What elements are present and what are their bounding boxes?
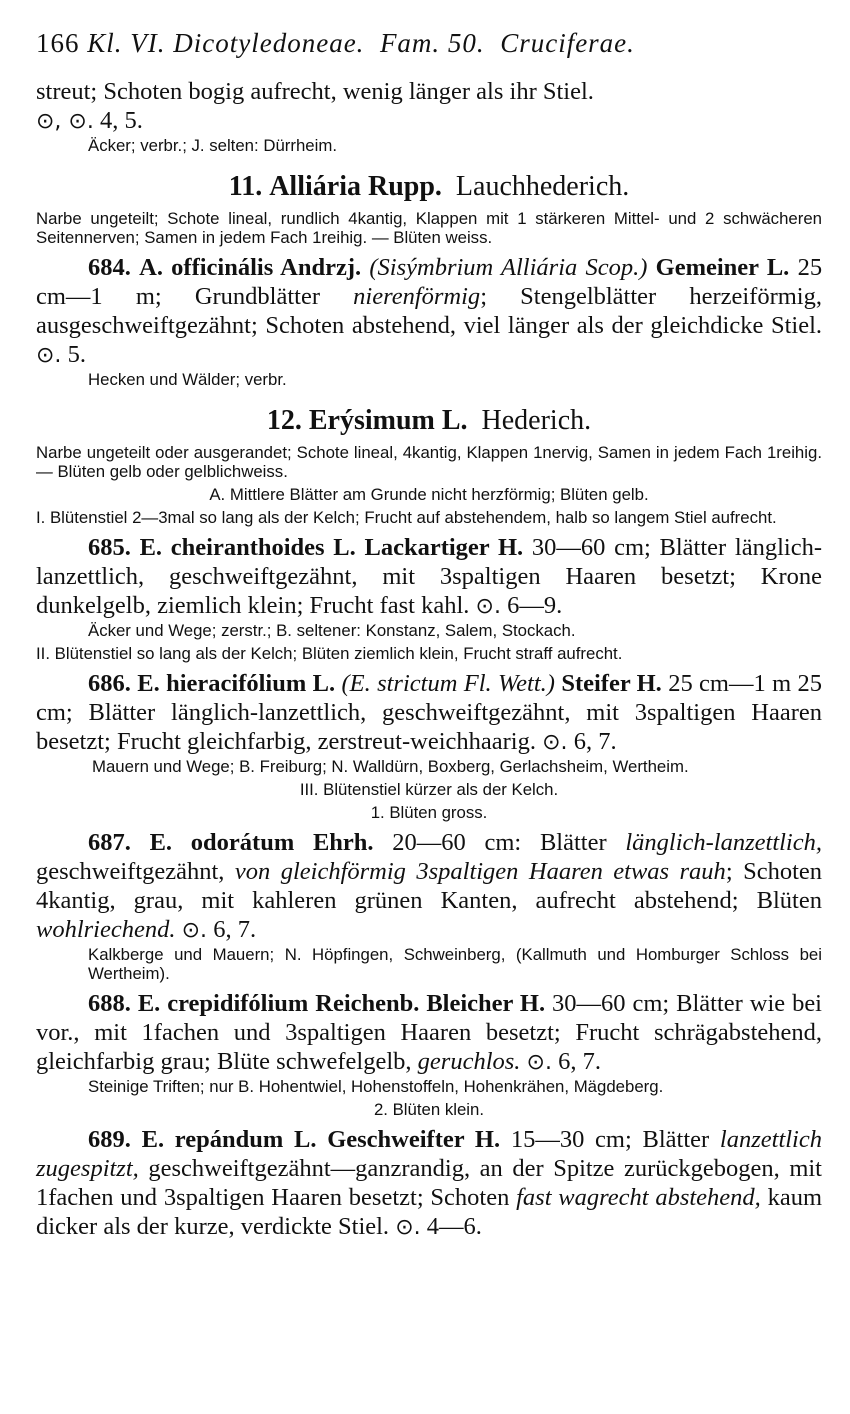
species-number: 687. [88,829,131,856]
genus-name: Erýsimum L. [308,405,468,436]
biennial-symbol: ⊙. [542,730,568,755]
species-text-italic: geruchlos. [417,1048,521,1075]
genus-description: Narbe ungeteilt; Schote lineal, rundlich 4kantig, Klappen mit 1 stärkeren Mittel- und 2 schwächeren Seitennerven; Samen in jedem Fach 1reihig. — Blüten weiss. [36,209,822,247]
species-name: E. crepidifólium Reichenb. [137,990,420,1017]
genus-description: Narbe ungeteilt oder ausgerandet; Schote lineal, 4kantig, Klappen 1nervig, Samen in jedem Fach 1reihig. — Blüten gelb oder gelblichweiss. [36,443,822,481]
species-entry [36,989,822,1077]
key-step: II. Blütenstiel so lang als der Kelch; Blüten ziemlich klein, Frucht straff aufrecht. [36,644,623,663]
species-text-cont: ; Schoten 4kantig, grau, mit kahleren grünen Kanten, aufrecht abstehend; Blüten [36,858,822,914]
genus-number: 11. [228,171,263,202]
species-text: 20—60 cm: Blätter [392,829,607,856]
annual-symbol: ⊙. [475,594,501,619]
header-klasse: Kl. VI. [87,28,166,58]
species-common-name: Steifer H. [561,670,662,697]
key-step: III. Blütenstiel kürzer als der Kelch. [299,780,559,799]
genus-number: 12. [266,405,302,436]
species-text: 30—60 cm; Blätter wie bei vor., mit 1fachen und 3spaltigen Haaren besetzt; Frucht schrägabstehend, gleichfarbig grau; Blüte schwefelgelb, [36,990,822,1075]
species-text-italic: länglich-lanzettlich, [625,829,822,856]
species-text-cont: ; Stengelblätter herzeiförmig, ausgeschweiftgezähnt; Schoten abstehend, viel länger als der gleichdicke Stiel. [36,283,822,339]
intro-body: streut; Schoten bogig aufrecht, wenig länger als ihr Stiel. [36,78,594,105]
species-text: 25 cm—1 m 25 cm; Blätter länglich-lanzettlich, geschweiftgezähnt, mit 3spaltigen Haaren besetzt; Frucht gleichfarbig, zerstreut-weichhaarig. [36,670,823,755]
genus-heading [36,405,822,437]
species-months: 6, 7. [213,916,257,943]
species-common-name: Lackartiger H. [364,534,524,561]
species-common-name: Bleicher H. [426,990,546,1017]
species-text-cont: geschweiftgezähnt—ganzrandig, an der Spitze zurückgebogen, mit 1fachen und 3spaltigen Haaren besetzt; Schoten [36,1155,822,1211]
species-text-italic: lanzettlich zugespitzt, [36,1126,822,1182]
species-synonym: (E. strictum Fl. Wett.) [341,670,555,697]
genus-common-name: Lauchhederich. [455,171,630,202]
biennial-symbol: ⊙. [36,343,62,368]
biennial-symbol: ⊙. [526,1050,552,1075]
species-entry [36,669,822,757]
species-name: E. hieracifólium L. [137,670,336,697]
species-locality: Äcker und Wege; zerstr.; B. seltener: Konstanz, Salem, Stockach. [88,621,576,640]
biennial-symbol: ⊙. [181,918,208,943]
species-number: 686. [88,670,131,697]
genus-heading [36,171,822,203]
species-text: 15—30 cm; Blätter [510,1126,710,1153]
biennial-symbols: ⊙, ⊙. [36,109,94,134]
species-name: E. odorátum Ehrh. [149,829,374,856]
intro-locality: Äcker; verbr.; J. selten: Dürrheim. [88,136,337,155]
key-step: I. Blütenstiel 2—3mal so lang als der Kelch; Frucht auf abstehendem, halb so langem Stiel aufrecht. [36,508,777,527]
header-familie: Fam. 50. [379,28,485,58]
key-step: 1. Blüten gross. [370,803,488,822]
species-text-cont: geschweiftgezähnt, [36,858,225,885]
running-header [36,28,822,59]
species-locality: Steinige Triften; nur B. Hohentwiel, Hohenstoffeln, Hohenkrähen, Mägdeberg. [88,1077,664,1096]
page-number: 166 [36,28,80,58]
species-entry [36,253,822,370]
species-text-cont: kaum dicker als der kurze, verdickte Stiel. [36,1184,823,1240]
species-number: 689. [88,1126,131,1153]
species-common-name: Gemeiner L. [655,254,790,281]
species-text-italic: fast wagrecht abstehend, [516,1184,761,1211]
header-klasse-name: Dicotyledoneae. [173,28,365,58]
genus-common-name: Hederich. [481,405,592,436]
species-name: E. repándum L. [141,1126,317,1153]
species-common-name: Geschweifter H. [327,1126,501,1153]
key-step: 2. Blüten klein. [373,1100,485,1119]
annual-symbol: ⊙. [395,1215,421,1240]
species-name: E. cheiranthoides L. [139,534,356,561]
species-text: 25 cm—1 m; Grundblätter [36,254,823,310]
species-text-italic: wohlriechend. [36,916,176,943]
species-entry [36,533,822,621]
species-number: 685. [88,534,131,561]
species-locality: Mauern und Wege; B. Freiburg; N. Walldürn, Boxberg, Gerlachsheim, Wertheim. [92,757,689,776]
species-number: 684. [88,254,131,281]
species-months: 6, 7. [558,1048,601,1075]
genus-name: Alliária Rupp. [269,171,442,202]
species-months: 4—6. [426,1213,482,1240]
species-locality: Kalkberge und Mauern; N. Höpfingen, Schweinberg, (Kallmuth und Homburger Schloss bei Wertheim). [88,945,822,983]
species-months: 5. [67,341,86,368]
species-number: 688. [88,990,131,1017]
species-months: 6—9. [507,592,563,619]
key-step: A. Mittlere Blätter am Grunde nicht herzförmig; Blüten gelb. [209,485,649,504]
species-text-italic: nierenförmig [353,283,481,310]
species-entry [36,1125,822,1242]
species-synonym: (Sisýmbrium Alliária Scop.) [369,254,648,281]
species-text: 30—60 cm; Blätter länglich-lanzettlich, geschweiftgezähnt, mit 3spaltigen Haaren besetzt; Krone dunkelgelb, ziemlich klein; Frucht fast kahl. [36,534,822,619]
intro-text [36,77,822,136]
species-name: A. officinális Andrzj. [139,254,362,281]
species-entry [36,828,822,945]
species-locality: Hecken und Wälder; verbr. [88,370,287,389]
header-familie-name: Cruciferae. [500,28,635,58]
intro-months: 4, 5. [99,107,143,134]
species-months: 6, 7. [573,728,617,755]
book-page [36,28,822,1242]
species-text-italic: von gleichförmig 3spaltigen Haaren etwas rauh [234,858,726,885]
